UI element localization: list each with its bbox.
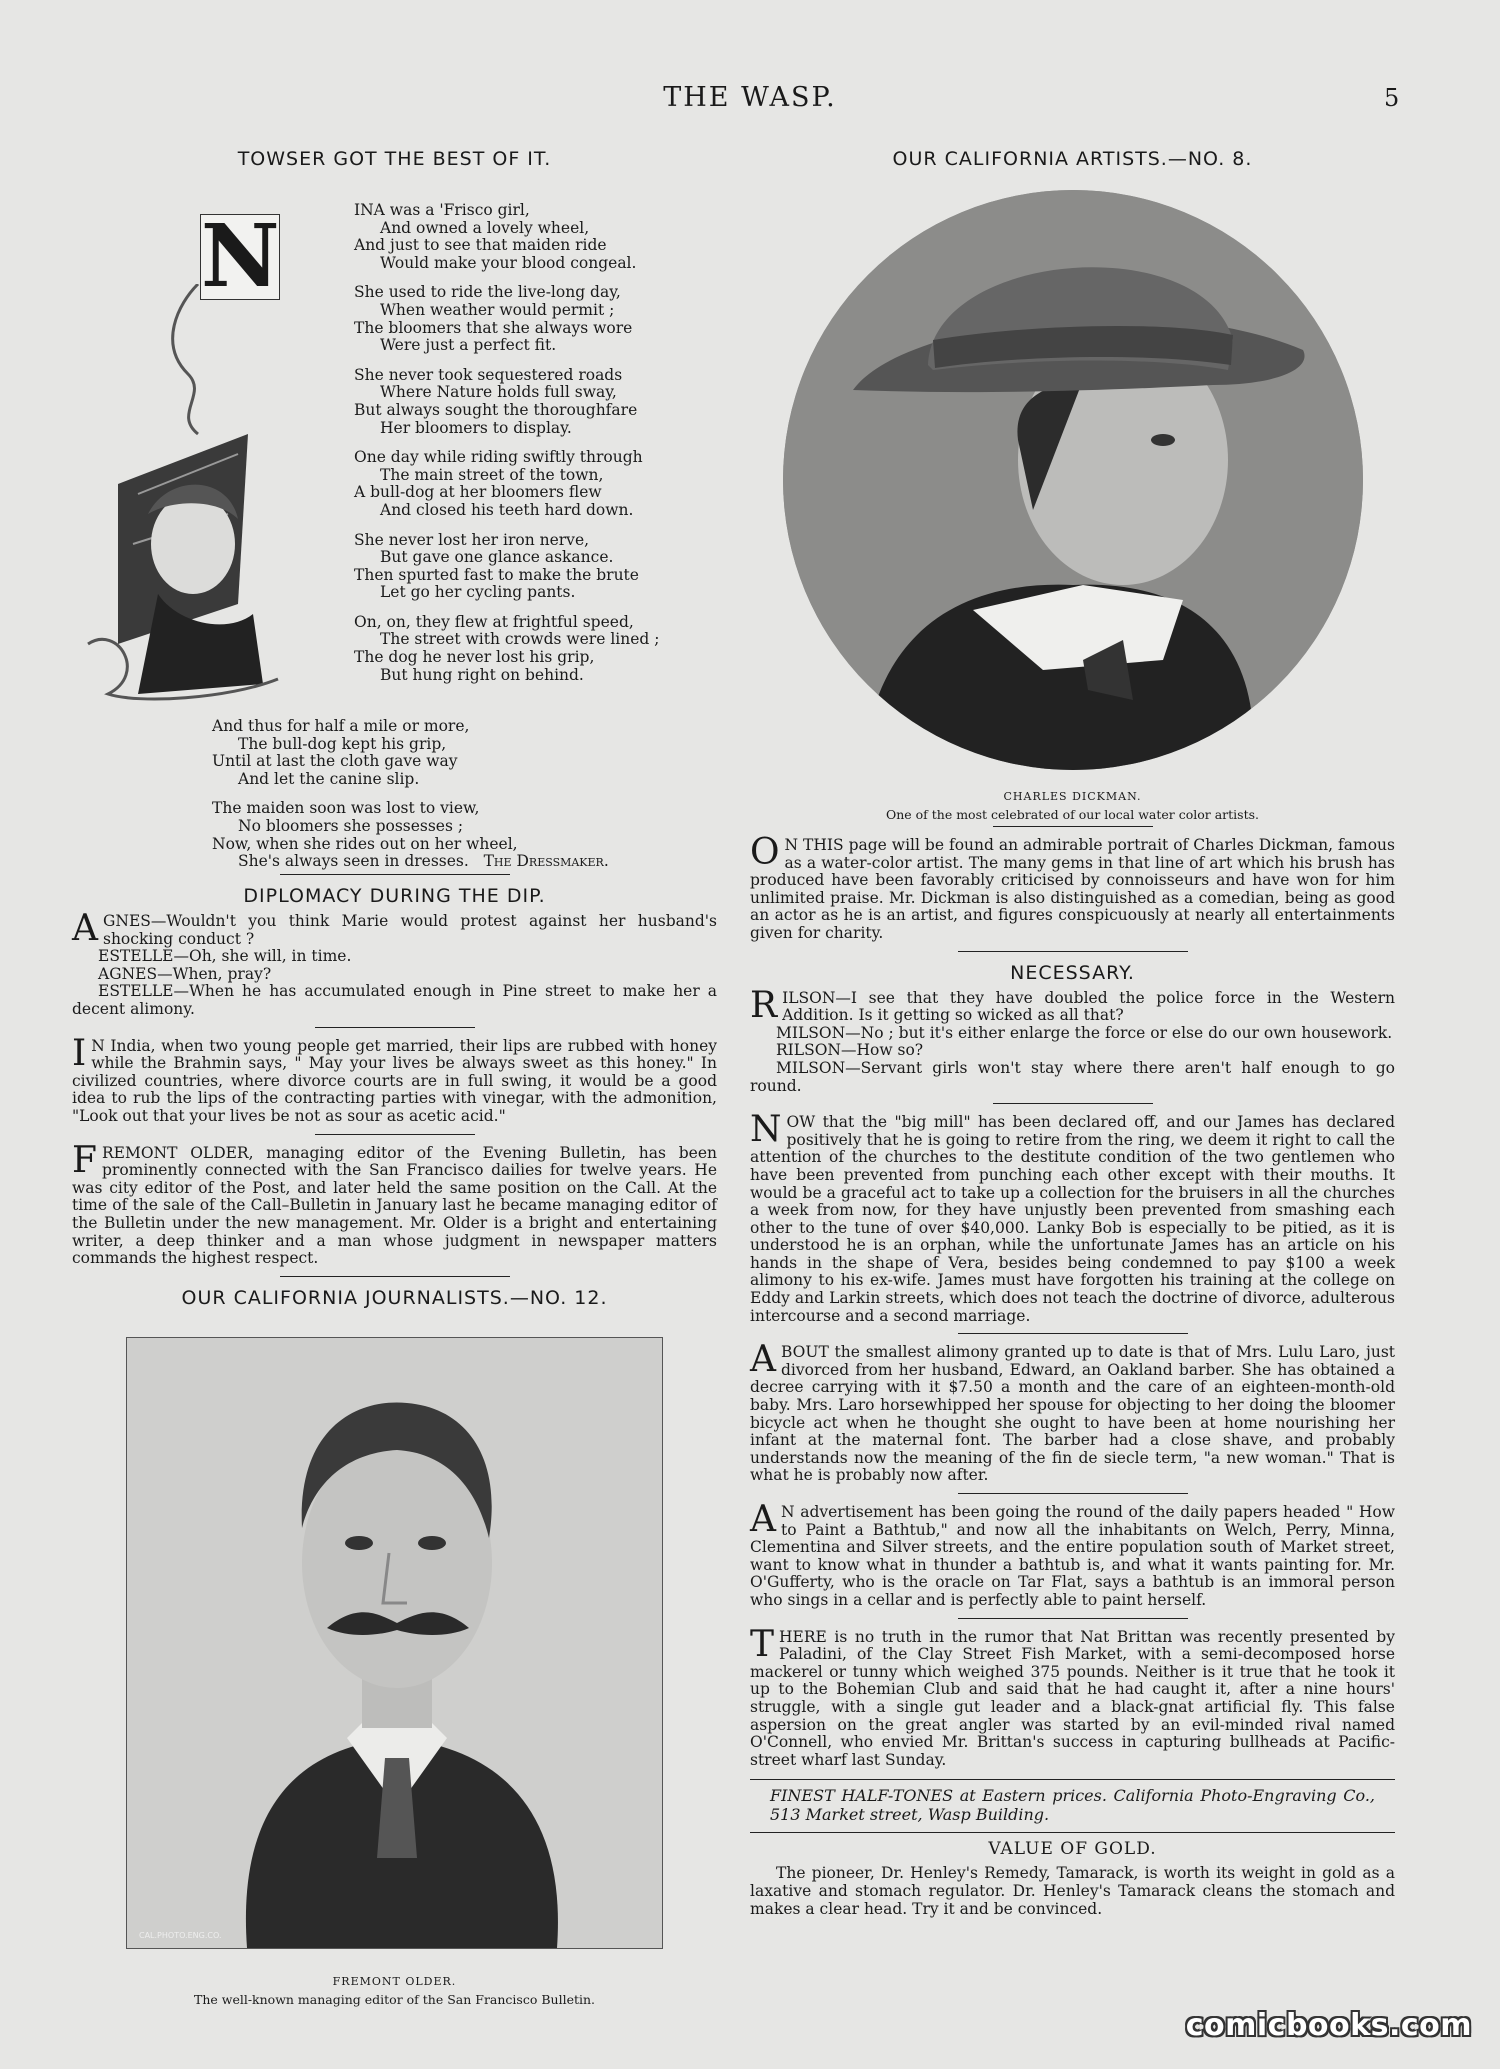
- drop-cap: N: [750, 1109, 782, 1151]
- poem-stanza: [212, 718, 712, 788]
- photo-caption-name: FREMONT OLDER.: [332, 1974, 457, 1988]
- journalists-title: OUR CALIFORNIA JOURNALISTS.—NO. 12.: [181, 1286, 608, 1309]
- divider: [280, 874, 510, 875]
- drop-cap: A: [750, 1499, 776, 1540]
- poem-line: When weather would permit ;: [380, 300, 615, 319]
- bathtub-text: N advertisement has been going the round of the daily papers headed " How to Paint a Bathtub," and now all the inhabitants on Welch, Perry, Minna, Clementina and Silver streets, and the entire population south of Market street, want to know what in thunder a bathtub is, and what it wants painting for. Mr. O'Gufferty, who is the oracle on Tar Flat, says a bathtub is an immoral person who sings in a cellar and is perfectly able to paint herself.: [750, 1503, 1395, 1609]
- portrait-man-mustache: [127, 1338, 662, 1948]
- poem-line: She never took sequestered roads: [354, 365, 623, 384]
- poem-line: No bloomers she possesses ;: [238, 816, 464, 835]
- poem-stanzas-top: [354, 202, 714, 696]
- bigmill-text: OW that the "big mill" has been declared off, and our James has declared positively that he is going to retire from the ring, we deem it right to call the attention of the churches to the destitute condition of the two gentlemen who have been prevented from punching each other except with their mouths. It would be a graceful act to take up a collection for the bruisers in all the churches a week from now, for they have unjustly been prevented from smashing each other to the tune of over $40,000. Lanky Bob is especially to be pitied, as it is understood he is an orphan, while the unfortunate James has an article on his hands in the shape of Vera, besides being condemned to pay $100 a week alimony to his ex-wife. James must have forgotten his training at the college on Eddy and Larkin streets, which does not teach the doctrine of divorce, adulterous intercourse and a second marriage.: [750, 1113, 1395, 1325]
- diplomacy-line: AGNES—When, pray?: [98, 964, 272, 983]
- gold-title: VALUE OF GOLD.: [988, 1839, 1157, 1860]
- gold-paragraph: The pioneer, Dr. Henley's Remedy, Tamarack, is worth its weight in gold as a laxative and stomach regulator. Dr. Henley's Tamarack cleans the stomach and makes a clear head. Try it and be convinced.: [750, 1864, 1395, 1918]
- necessary-text: ILSON—I see that they have doubled the police force in the Western Addition. Is it getting so wicked as all that?: [782, 988, 1395, 1025]
- poem-stanza: [354, 202, 714, 272]
- poem-line: Where Nature holds full sway,: [380, 383, 617, 402]
- divider: [993, 826, 1153, 827]
- poem-line: Now, when she rides out on her wheel,: [212, 834, 518, 853]
- diplomacy-line: [72, 908, 717, 949]
- fremont-paragraph: [72, 1139, 717, 1268]
- poem-initial: N: [201, 206, 280, 307]
- alimony-text: BOUT the smallest alimony granted up to date is that of Mrs. Lulu Laro, just divorced from her husband, Edward, an Oakland barber. She has obtained a decree carrying with it $7.50 a month and the care of an eighteen-month-old baby. Mrs. Laro horsewhipped her spouse for objecting to her doing the bloomer bicycle act when he thought she ought to have been at home nourishing her infant at the maternal font. The barber had a close shave, and probably understands now the meaning of the fin de siecle term, "a new woman." That is what he is probably now after.: [750, 1343, 1395, 1485]
- poem-line: And just to see that maiden ride: [354, 236, 607, 255]
- poem-line: She used to ride the live-long day,: [354, 283, 621, 302]
- divider: [958, 951, 1188, 952]
- poem-stanza: [354, 614, 714, 684]
- diplomacy-line: ESTELLE—Oh, she will, in time.: [98, 947, 352, 966]
- halftone-advertisement: FINEST HALF-TONES at Eastern prices. California Photo-Engraving Co., 513 Market street, Wasp Building.: [770, 1786, 1375, 1825]
- brittan-text: HERE is no truth in the rumor that Nat Brittan was recently presented by Paladini, of the Clay Street Fish Market, with a semi-decomposed horse mackerel or tunny which weighed 375 pounds. Neither is it true that he took it up to the Bohemian Club and said that he had caught it, after a nine hours' struggle, with a single gut leader and a black-gnat artificial fly. This false aspersion on the great angler was started by an evil-minded rival named O'Connell, who envied Mr. Brittan's success in capturing bullheads at Pacific-street wharf last Sunday.: [750, 1627, 1395, 1769]
- poem-line: The street with crowds were lined ;: [380, 630, 660, 649]
- poem-line: Then spurted fast to make the brute: [354, 565, 639, 584]
- dickman-paragraph: [750, 832, 1395, 943]
- poem-line: Until at last the cloth gave way: [212, 752, 458, 771]
- poem-line-text: She's always seen in dresses.: [238, 852, 469, 871]
- divider: [315, 1134, 475, 1135]
- diplomacy-title: DIPLOMACY DURING THE DIP.: [243, 885, 546, 907]
- india-paragraph: [72, 1032, 717, 1126]
- divider: [315, 1027, 475, 1028]
- drop-cap: A: [72, 908, 98, 949]
- watermark: comicbooks.com: [1185, 2008, 1472, 2043]
- poem-line: The bull-dog kept his grip,: [238, 734, 447, 753]
- poem-stanza: [354, 284, 714, 354]
- poem-stanza: [354, 449, 714, 519]
- drop-cap: R: [750, 984, 778, 1026]
- bathtub-paragraph: [750, 1499, 1395, 1610]
- necessary-line: MILSON—No ; but it's either enlarge the force or else do our own housework.: [776, 1023, 1393, 1042]
- divider: [958, 1493, 1188, 1494]
- poem-line: But always sought the thoroughfare: [354, 400, 638, 419]
- poem-line: One day while riding swiftly through: [354, 448, 643, 467]
- poem-title: TOWSER GOT THE BEST OF IT.: [237, 148, 552, 170]
- diplomacy-line: ESTELLE—When he has accumulated enough in Pine street to make her a decent alimony.: [72, 982, 717, 1018]
- poem-line: INA was a 'Frisco girl,: [354, 201, 530, 219]
- fremont-text: REMONT OLDER, managing editor of the Evening Bulletin, has been prominently connected with the San Francisco dailies for twelve years. He was city editor of the Post, and later held the same position on the Call. At the time of the sale of the Call–Bulletin in January last he became managing editor of the Bulletin under the new management. Mr. Older is a bright and entertaining writer, a deep thinker and a man whose judgment in newspaper matters commands the highest respect.: [72, 1143, 717, 1268]
- page-number: 5: [1384, 84, 1400, 112]
- poem-line: The bloomers that she always wore: [354, 318, 633, 337]
- dickman-text: N THIS page will be found an admirable portrait of Charles Dickman, famous as a water-color artist. The many gems in that line of art which his brush has produced have been favorably criticised by connoisseurs and have won for him unlimited praise. Mr. Dickman is also distinguished as a comedian, being as good an actor as he is an artist, and figures conspicuously at nearly all entertainments given for charity.: [750, 836, 1395, 942]
- poem-line: Her bloomers to display.: [380, 418, 572, 437]
- necessary-line: [750, 984, 1395, 1026]
- portrait-caption-text: One of the most celebrated of our local water color artists.: [885, 807, 1260, 822]
- drop-cap: I: [72, 1032, 87, 1074]
- brittan-paragraph: [750, 1623, 1395, 1770]
- poem-signature: The Dressmaker.: [483, 852, 609, 871]
- poem-line: But gave one glance askance.: [380, 548, 614, 567]
- diplomacy-text: GNES—Wouldn't you think Marie would protest against her husband's shocking conduct ?: [103, 912, 717, 948]
- poem-line: Would make your blood congeal.: [380, 253, 637, 272]
- drop-cap: A: [750, 1339, 776, 1381]
- divider: [958, 1618, 1188, 1619]
- poem-line: And owned a lovely wheel,: [380, 218, 590, 237]
- poem-line: Let go her cycling pants.: [380, 583, 576, 602]
- poem-stanza: [354, 367, 714, 437]
- poem-line: She never lost her iron nerve,: [354, 530, 590, 549]
- ad-bottom-rule: [750, 1832, 1395, 1833]
- poem-line: And closed his teeth hard down.: [380, 500, 634, 519]
- masthead-title: THE WASP.: [663, 82, 837, 113]
- drop-cap: O: [750, 832, 780, 873]
- left-column: [72, 148, 717, 2007]
- poem-line: But hung right on behind.: [380, 665, 584, 684]
- poem-stanza: [354, 532, 714, 602]
- poem-line: The maiden soon was lost to view,: [212, 799, 480, 818]
- drop-cap: T: [750, 1623, 775, 1665]
- portrait-caption-name: CHARLES DICKMAN.: [1003, 790, 1142, 803]
- necessary-title: NECESSARY.: [1010, 961, 1135, 984]
- divider: [958, 1333, 1188, 1334]
- poem-line: A bull-dog at her bloomers flew: [354, 483, 602, 502]
- alimony-paragraph: [750, 1339, 1395, 1485]
- india-text: N India, when two young people get married, their lips are rubbed with honey while the Brahmin says, " May your lives be always sweet as this honey." In civilized countries, where divorce courts are in full swing, it would be a good idea to rub the lips of the contracting parties with vinegar, with the admonition, "Look out that your lives be not as sour as acetic acid.": [72, 1036, 717, 1125]
- divider: [993, 1103, 1153, 1104]
- portrait-man-hat: [783, 190, 1363, 770]
- necessary-line: RILSON—How so?: [776, 1041, 924, 1060]
- divider: [280, 1276, 510, 1277]
- poem-line: And thus for half a mile or more,: [212, 717, 470, 735]
- poem-line: The dog he never lost his grip,: [354, 648, 595, 667]
- poem-line: On, on, they flew at frightful speed,: [354, 612, 634, 631]
- charles-dickman-portrait: [783, 190, 1363, 770]
- poem-stanza: [212, 800, 712, 870]
- woman-with-umbrella-illustration: [78, 284, 288, 704]
- poem-stanzas-bottom: [212, 718, 712, 871]
- poem-line: The main street of the town,: [380, 465, 604, 484]
- poem-line: [212, 853, 712, 871]
- necessary-line: MILSON—Servant girls won't stay where there aren't half enough to go round.: [750, 1058, 1395, 1095]
- bigmill-paragraph: [750, 1109, 1395, 1325]
- poem-line: And let the canine slip.: [238, 769, 420, 788]
- photo-credit: CAL.PHOTO.ENG.CO.: [139, 1930, 222, 1940]
- poem-section: [72, 174, 717, 874]
- poem-line: Were just a perfect fit.: [380, 336, 557, 355]
- fremont-older-photo: [126, 1337, 663, 1949]
- right-column: [750, 148, 1395, 1918]
- drop-cap: F: [72, 1139, 97, 1181]
- artists-title: OUR CALIFORNIA ARTISTS.—NO. 8.: [892, 148, 1253, 170]
- photo-caption-text: The well-known managing editor of the San Francisco Bulletin.: [193, 1991, 596, 2007]
